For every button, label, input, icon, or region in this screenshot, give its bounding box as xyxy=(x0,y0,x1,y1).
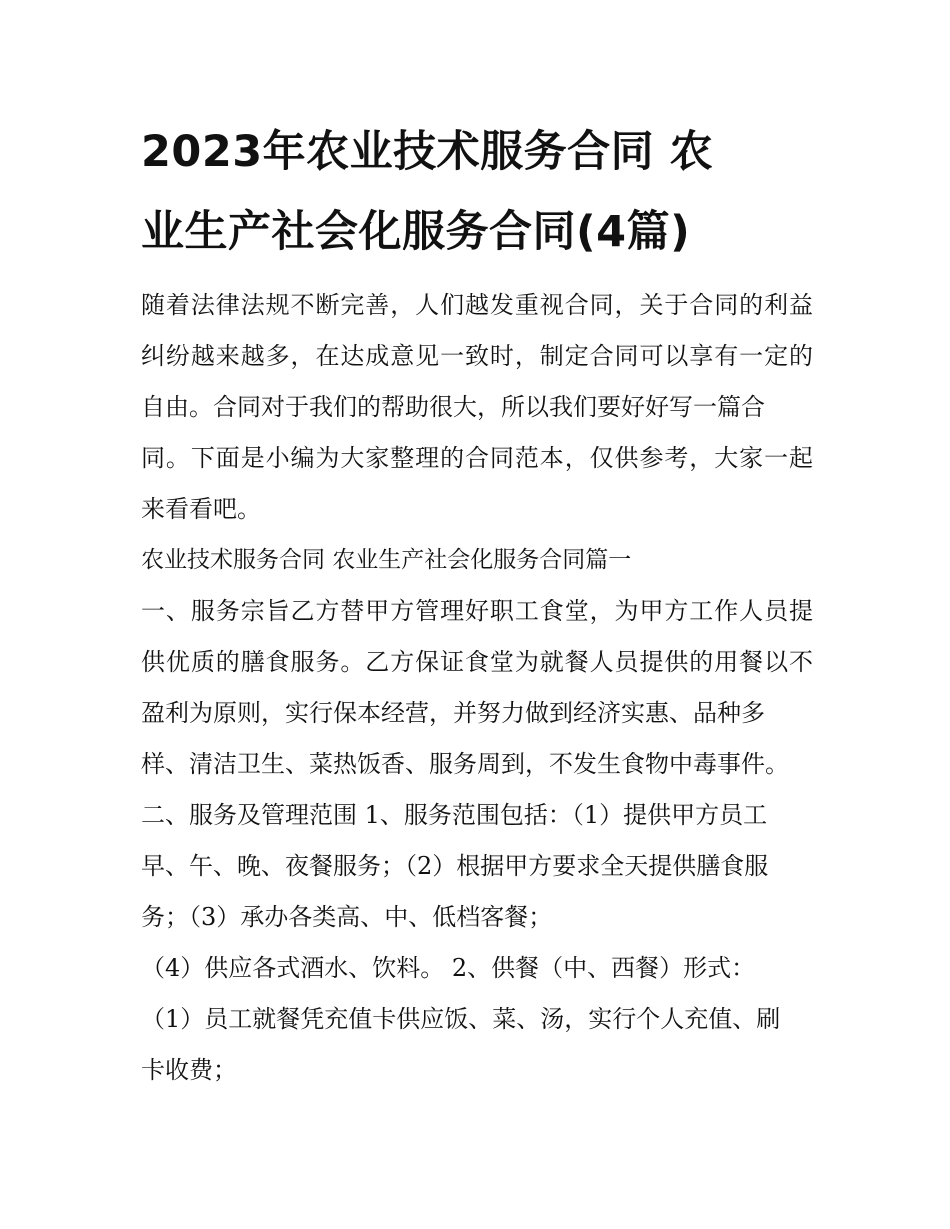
clause-line-5: 二、服务及管理范围 1、服务范围包括：（1）提供甲方员工 xyxy=(141,801,768,829)
section-heading-1: 农业技术服务合同 农业生产社会化服务合同篇一 xyxy=(141,547,632,573)
clause-line-1: 一、服务宗旨乙方替甲方管理好职工食堂，为甲方工作人员提 xyxy=(141,597,813,625)
clause-line-3: 盈利为原则，实行保本经营，并努力做到经济实惠、品种多 xyxy=(141,699,765,727)
intro-line-4: 同。下面是小编为大家整理的合同范本，仅供参考，大家一起 xyxy=(141,444,813,472)
title-line-2: 业生产社会化服务合同(4篇) xyxy=(141,207,691,257)
clause-line-10: 卡收费； xyxy=(141,1056,237,1084)
document-page xyxy=(141,112,813,1096)
intro-line-3: 自由。合同对于我们的帮助很大，所以我们要好好写一篇合 xyxy=(141,393,765,421)
intro-line-1: 随着法律法规不断完善，人们越发重视合同，关于合同的利益 xyxy=(141,291,813,319)
clause-line-9: （1）员工就餐凭充值卡供应饭、菜、汤，实行个人充值、刷 xyxy=(141,1005,781,1033)
document-body xyxy=(141,280,813,1096)
clause-line-4: 样、清洁卫生、菜热饭香、服务周到，不发生食物中毒事件。 xyxy=(141,750,789,778)
intro-line-2: 纠纷越来越多，在达成意见一致时，制定合同可以享有一定的 xyxy=(141,342,813,370)
clause-line-6: 早、午、晚、夜餐服务；（2）根据甲方要求全天提供膳食服 xyxy=(141,852,769,880)
clause-line-8: （4）供应各式酒水、饮料。 2、供餐（中、西餐）形式： xyxy=(141,954,756,982)
title-line-1: 2023年农业技术服务合同 农 xyxy=(141,127,714,177)
clause-line-7: 务；（3）承办各类高、中、低档客餐； xyxy=(141,903,553,931)
document-title xyxy=(141,112,813,272)
intro-line-5: 来看看吧。 xyxy=(141,495,261,523)
clause-line-2: 供优质的膳食服务。乙方保证食堂为就餐人员提供的用餐以不 xyxy=(141,648,813,676)
